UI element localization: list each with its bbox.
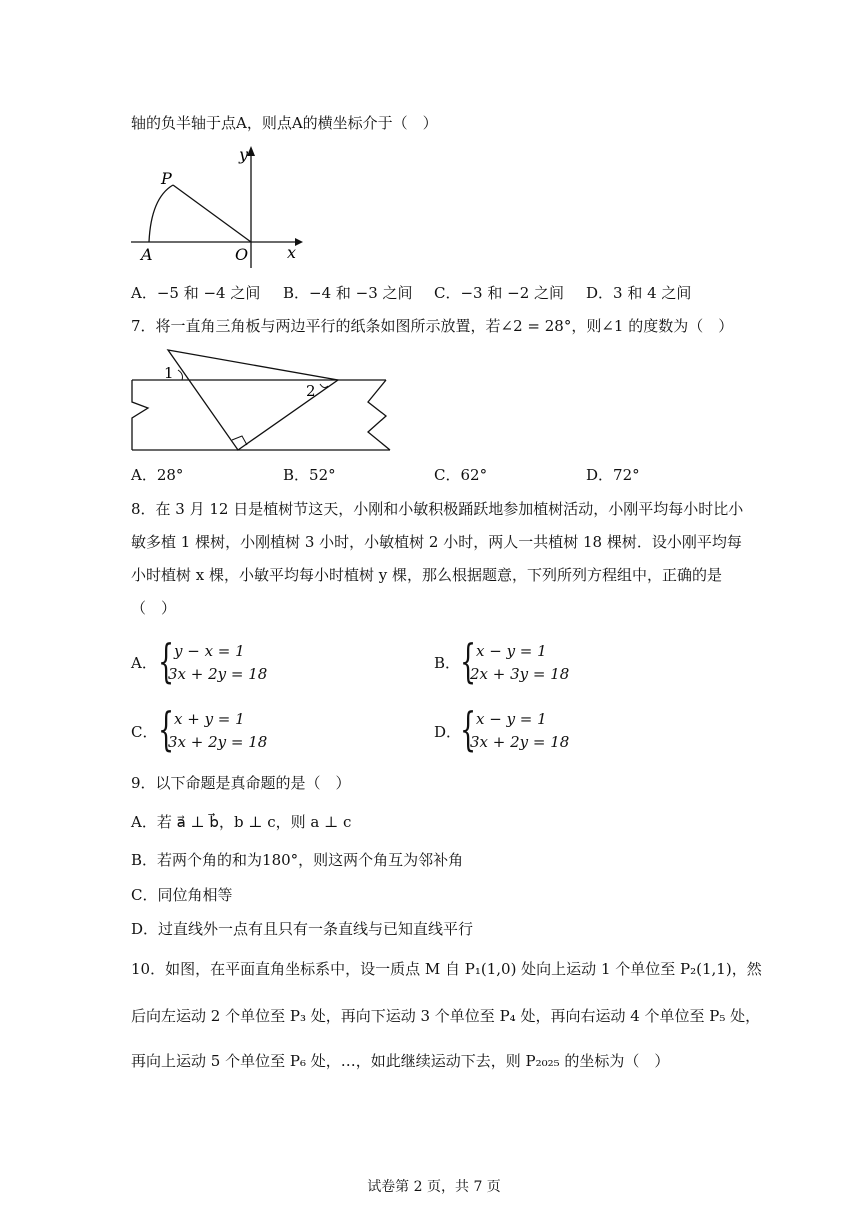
q9-option-b[interactable]: B．若两个角的和为180°，则这两个角互为邻补角 [131, 851, 464, 869]
brace-icon: { [158, 702, 175, 756]
angle2-arc [320, 384, 328, 388]
label-angle-1: 1 [164, 364, 174, 382]
q7-option-a[interactable]: A．28° [131, 466, 184, 484]
q7-option-c[interactable]: C．62° [434, 466, 488, 484]
label-y: y [239, 145, 249, 164]
page-footer: 试卷第 2 页，共 7 页 [367, 1179, 501, 1195]
q7-option-d[interactable]: D．72° [586, 466, 640, 484]
label-o: O [235, 245, 249, 264]
segment-op [173, 185, 251, 242]
label-a: A [141, 245, 153, 264]
q10-line-3: 再向上运动 5 个单位至 P₆ 处，…，如此继续运动下去，则 P₂₀₂₅ 的坐标为（ ） [131, 1052, 670, 1070]
q6-option-b[interactable]: B．−4 和 −3 之间 [283, 284, 413, 302]
triangle-strip-figure [128, 344, 394, 456]
brace-icon: { [460, 634, 477, 688]
q10-line-2: 后向左运动 2 个单位至 P₃ 处，再向下运动 3 个单位至 P₄ 处，再向右运动 4 个单位至 P₅ 处， [131, 1007, 761, 1025]
q8-line-3: 小时植树 x 棵，小敏平均每小时植树 y 棵，那么根据题意，下列所列方程组中，正确的是 [131, 566, 723, 584]
q6-option-a[interactable]: A．−5 和 −4 之间 [131, 284, 261, 302]
q9-option-d[interactable]: D．过直线外一点有且只有一条直线与已知直线平行 [131, 920, 474, 938]
label-p: P [161, 169, 172, 188]
q9-option-c[interactable]: C．同位角相等 [131, 886, 233, 904]
brace-icon: { [460, 702, 477, 756]
arc-pa [149, 185, 173, 242]
coordinate-figure [125, 140, 305, 270]
q8-line-4: （ ） [131, 599, 177, 617]
q10-line-1: 10．如图，在平面直角坐标系中，设一质点 M 自 P₁(1,0) 处向上运动 1 个单位至 P₂(1,1)，然 [131, 960, 762, 978]
q9-stem: 9．以下命题是真命题的是（ ） [131, 774, 351, 792]
q6-option-d[interactable]: D．3 和 4 之间 [586, 284, 692, 302]
label-x: x [287, 243, 297, 262]
strip-left-tear [132, 380, 148, 450]
q8-line-1: 8．在 3 月 12 日是植树节这天，小刚和小敏积极踊跃地参加植树活动，小刚平均每小时比小 [131, 500, 744, 518]
strip-right-tear [368, 380, 390, 450]
label-angle-2: 2 [306, 382, 316, 400]
brace-icon: { [158, 634, 175, 688]
q8-line-2: 敏多植 1 棵树，小刚植树 3 小时，小敏植树 2 小时，两人一共植树 18 棵树．设小刚平均每 [131, 533, 742, 551]
q7-stem: 7．将一直角三角板与两边平行的纸条如图所示放置，若∠2 = 28°，则∠1 的度数为（ ） [131, 317, 734, 335]
q7-option-b[interactable]: B．52° [283, 466, 336, 484]
right-triangle [168, 350, 338, 450]
q6-option-c[interactable]: C．−3 和 −2 之间 [434, 284, 565, 302]
x-axis-arrow [295, 238, 303, 246]
angle1-arc [178, 370, 183, 380]
intro-line: 轴的负半轴于点A，则点A的横坐标介于（ ） [131, 114, 438, 132]
y-axis-arrow [247, 146, 255, 156]
q9-option-a[interactable]: A．若 a⃗ ⊥ b⃗，b ⊥ c，则 a ⊥ c [131, 813, 352, 831]
